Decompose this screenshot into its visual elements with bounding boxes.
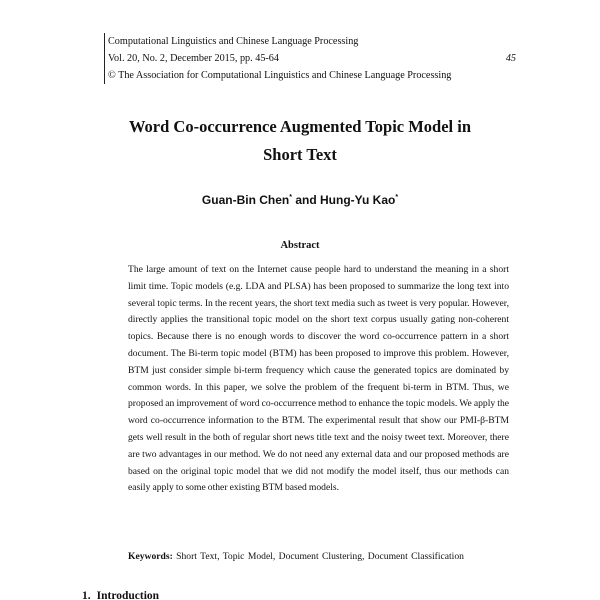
title-line-1: Word Co-occurrence Augmented Topic Model in (128, 117, 472, 136)
page-number: 45 (505, 53, 516, 64)
section-title: Introduction (96, 590, 160, 600)
abstract-body: The large amount of text on the Internet cause people hard to understand the meaning in a short limit time. Topic models (e.g. LDA and PLSA) has been proposed to summarize the long text into several topic terms. In the recent years, the short text media such as tweet is very popular. However, directly applies the transitional topic model on the short text corpus usually gating non-coherent topics. Because there is no enough words to discover the word co-occurrence pattern in a short document. The Bi-term topic model (BTM) has been proposed to improve this problem. However, BTM just consider simple bi-term frequency which cause the generated topics are dominated by common words. In this paper, we solve the problem of the frequent bi-term in BTM. Thus, we proposed an improvement of word co-occurrence method to enhance the topic models. We apply the word co-occurrence information to the BTM. The experimental result that show our PMI-β-BTM gets well result in the both of regular short news title text and the noisy tweet text. Moreover, there are two advantages in our method. We do not need any external data and our proposed methods are based on the original topic model that we did not modify the model itself, thus our methods can easily apply to some other existing BTM based models. (128, 264, 509, 494)
title-line-2: Short Text (263, 145, 337, 164)
journal-name: Computational Linguistics and Chinese Language Processing (108, 36, 359, 47)
author-2: Hung-Yu Kao (320, 193, 396, 207)
volume-info: Vol. 20, No. 2, December 2015, pp. 45-64 (108, 53, 279, 64)
journal-header (104, 33, 518, 84)
paper-title (60, 113, 540, 169)
keywords-text: Short Text, Topic Model, Document Clustering, Document Classification (176, 551, 464, 562)
author-list (60, 193, 540, 207)
keywords (128, 549, 509, 566)
author-1: Guan-Bin Chen (201, 193, 290, 207)
author-connector: and (291, 193, 320, 207)
section-number: 1. (82, 590, 91, 600)
abstract-heading: Abstract (280, 240, 320, 251)
keywords-label: Keywords: (128, 551, 173, 562)
copyright-notice: © The Association for Computational Linguistics and Chinese Language Processing (108, 70, 452, 81)
section-heading-introduction (82, 590, 159, 600)
volume-row (108, 50, 518, 67)
author-1-marker: * (289, 194, 292, 201)
author-2-marker: * (395, 194, 399, 201)
